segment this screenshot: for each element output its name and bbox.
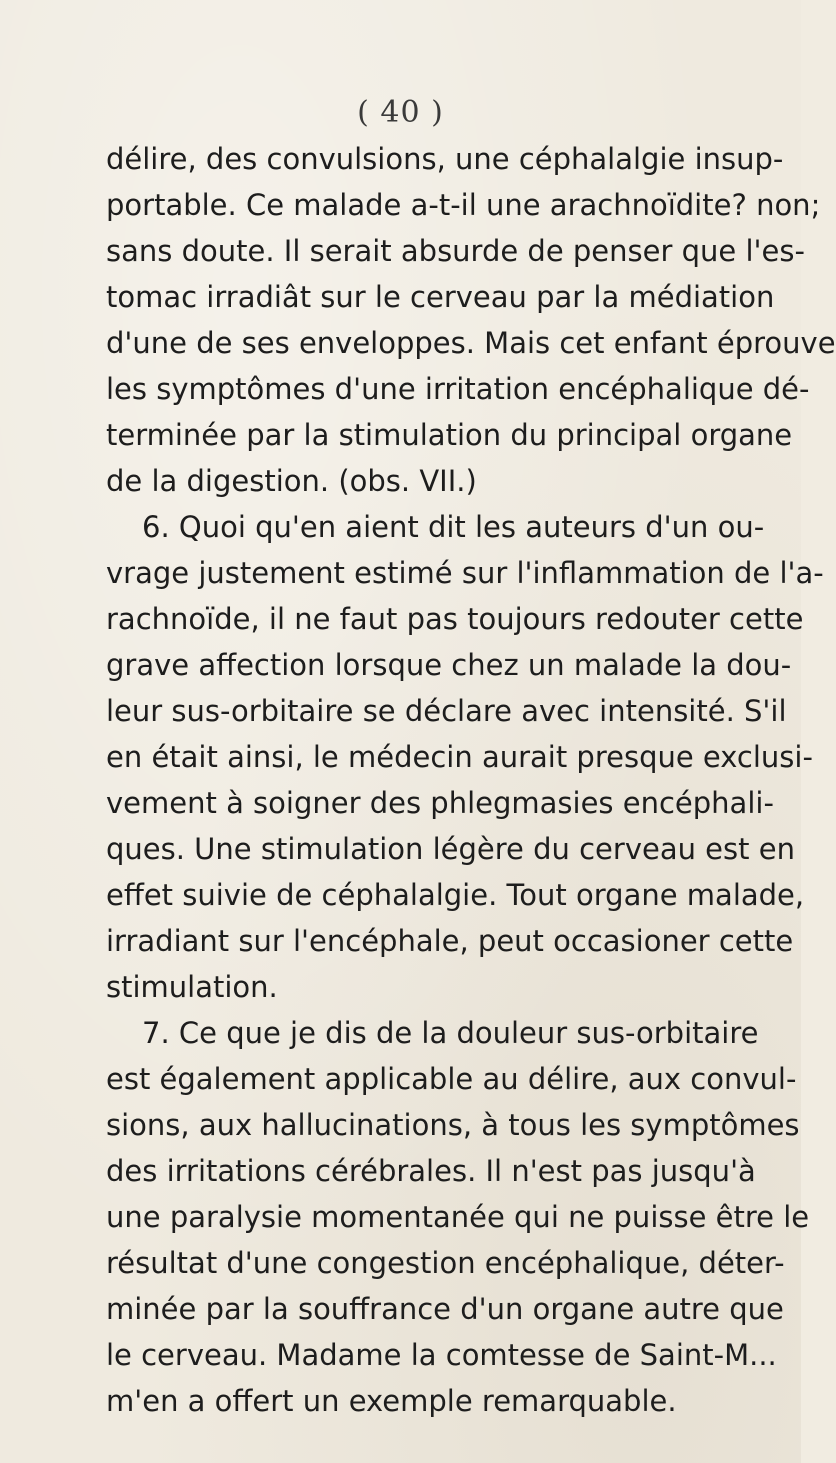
text-line: des irritations cérébrales. Il n'est pas jusqu'à [106,1154,756,1188]
text-line: sans doute. Il serait absurde de penser que l'es- [106,234,805,268]
text-line: vrage justement estimé sur l'inflammation de l'a- [106,556,824,590]
text-line: irradiant sur l'encéphale, peut occasioner cette [106,924,794,958]
text-line: vement à soigner des phlegmasies encéphali- [106,786,774,820]
text-line: de la digestion. (obs. VII.) [106,464,477,498]
text-line: effet suivie de céphalalgie. Tout organe malade, [106,878,805,912]
text-line: grave affection lorsque chez un malade la dou- [106,648,792,682]
text-line: leur sus-orbitaire se déclare avec intensité. S'il [106,694,787,728]
text-line: ques. Une stimulation légère du cerveau est en [106,832,795,866]
text-line: en était ainsi, le médecin aurait presque exclusi- [106,740,813,774]
text-line: stimulation. [106,970,278,1004]
text-line: le cerveau. Madame la comtesse de Saint-M... [106,1338,777,1372]
page-number: ( 40 ) [357,95,444,130]
text-line: est également applicable au délire, aux convul- [106,1062,797,1096]
body-text [106,136,836,1424]
text-line: résultat d'une congestion encéphalique, déter- [106,1246,785,1280]
text-line: délire, des convulsions, une céphalalgie insup- [106,142,784,176]
text-line: terminée par la stimulation du principal organe [106,418,793,452]
text-line: minée par la souffrance d'un organe autre que [106,1292,784,1326]
text-line: sions, aux hallucinations, à tous les symptômes [106,1108,800,1142]
text-line: une paralysie momentanée qui ne puisse être le [106,1200,810,1234]
text-line: les symptômes d'une irritation encéphalique dé- [106,372,810,406]
text-line: tomac irradiât sur le cerveau par la médiation [106,280,775,314]
text-line: m'en a offert un exemple remarquable. [106,1384,677,1418]
text-line: portable. Ce malade a-t-il une arachnoïdite? non; [106,188,821,222]
text-line: rachnoïde, il ne faut pas toujours redouter cette [106,602,804,636]
paragraph-6-start: 6. Quoi qu'en aient dit les auteurs d'un ou- [142,510,765,544]
text-line: d'une de ses enveloppes. Mais cet enfant éprouve [106,326,836,360]
paragraph-7-start: 7. Ce que je dis de la douleur sus-orbitaire [142,1016,759,1050]
